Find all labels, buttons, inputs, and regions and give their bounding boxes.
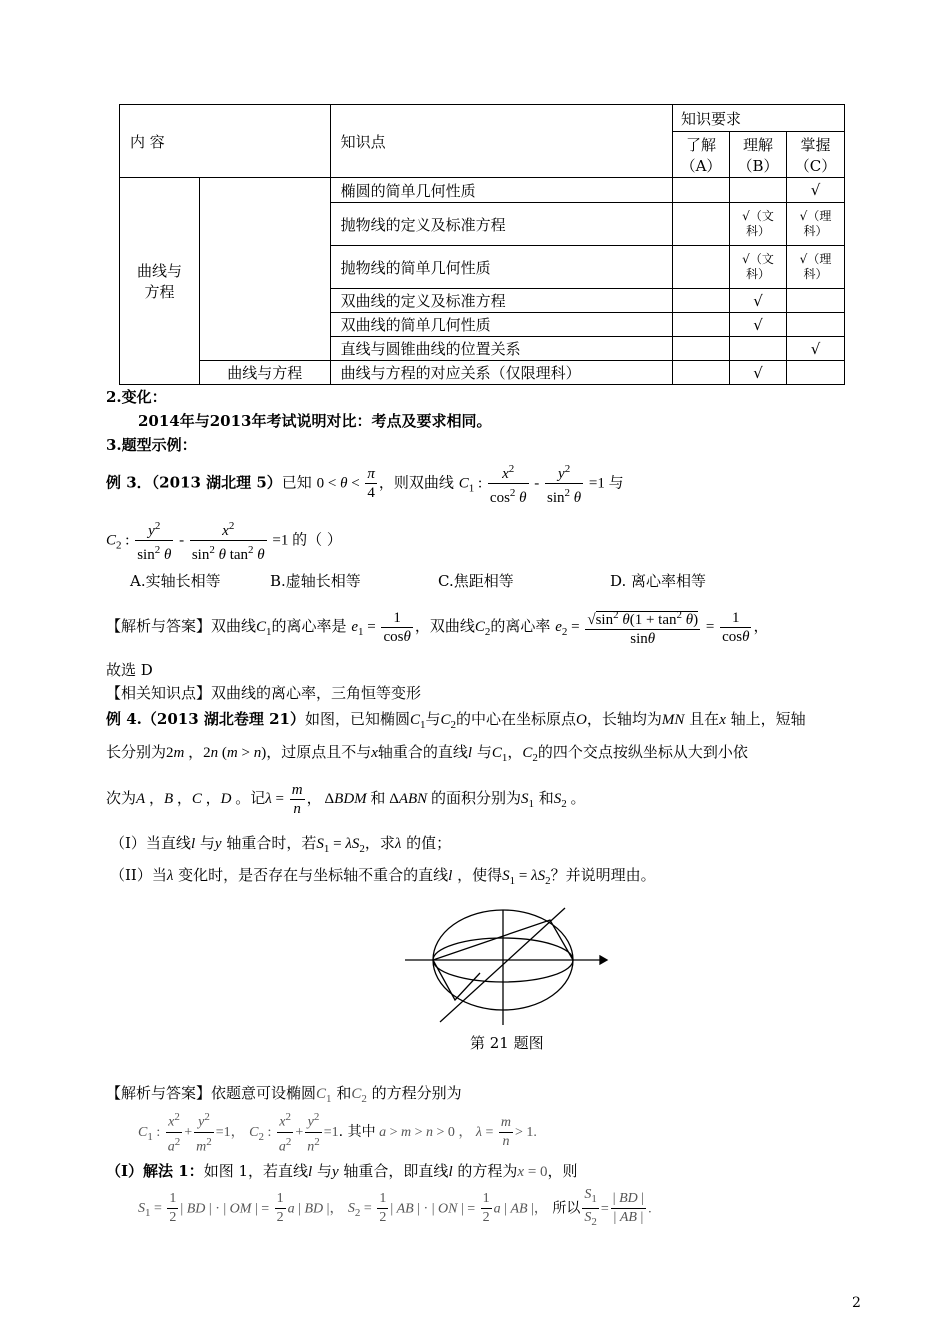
- header-level-b: 理解（B）: [730, 132, 787, 178]
- header-content: 内 容: [120, 105, 331, 178]
- ex4-solution-intro: 【解析与答案】依题意可设椭圆$C_1$ 和$C_2$ 的方程分别为: [106, 1084, 462, 1105]
- ex4-p1c: 轴重合，即直线: [343, 1162, 449, 1180]
- header-knowledge-point: 知识点: [330, 105, 672, 178]
- row-a: [673, 289, 730, 313]
- ex3-sol-2: 的离心率是: [271, 617, 347, 635]
- ex4-sol-3: 的方程分别为: [371, 1084, 462, 1102]
- row-c: √（理科）: [787, 246, 845, 289]
- ex3-lead: 已知: [281, 473, 312, 492]
- ex4-q2d: ？并说明理由。: [550, 866, 656, 884]
- ex4-so: 所以: [552, 1200, 581, 1217]
- ex4-question2: （II）当λ 变化时，是否存在与坐标轴不重合的直线l ，使得$S_1 = \lambda S_2$？并说明理由。: [110, 866, 656, 887]
- ex4-l2b: ，过原点且不与: [266, 743, 372, 761]
- row-a: [673, 246, 730, 289]
- ex4-line1: 例 4.（2013 湖北卷理 21）如图，已知椭圆$C_1$与$C_2$的中心在坐标原点O，长轴均为MN 且在x 轴上，短轴: [106, 710, 806, 731]
- ex4-q2b: 变化时，是否存在与坐标轴不重合的直线: [178, 866, 449, 884]
- row-b: √: [730, 313, 787, 337]
- ex3-label: 例 3．（2013 湖北理 5）: [106, 473, 282, 492]
- row-b: √: [730, 361, 787, 385]
- ex3-knowledge: 【相关知识点】双曲线的离心率，三角恒等变形: [106, 684, 422, 702]
- ex4-l3c: 和: [370, 789, 386, 807]
- page-number: 2: [852, 1295, 861, 1311]
- ex4-question1: （I）当直线l 与y 轴重合时，若$S_1 = \lambda S_2$，求λ 的值；: [110, 834, 452, 855]
- ex3-sol-1: 双曲线: [211, 617, 257, 635]
- row-b: √（文科）: [730, 203, 787, 246]
- row-c: [787, 289, 845, 313]
- row-b: [730, 337, 787, 361]
- row-c: [787, 361, 845, 385]
- ellipse-figure: [400, 900, 610, 1030]
- ex4-l2d: 与: [476, 743, 492, 761]
- header-level-c: 掌握（C）: [787, 132, 845, 178]
- row-c: [787, 313, 845, 337]
- ex4-l1d: ，长轴均为: [586, 710, 662, 728]
- ex3-line2: $C_2$ : $\frac{y^2}{\sin^2 \theta}$ - $\frac{x^2}{\sin^2 \theta \tan^2 \theta}$ =1 的（ ）: [106, 517, 866, 568]
- ex4-p1d: 的方程为: [457, 1162, 518, 1180]
- table-header-row: [120, 105, 845, 132]
- ex4-l3b: 。记: [235, 789, 266, 807]
- ex3-sol-4: 的离心率: [490, 617, 551, 635]
- row-b: [730, 178, 787, 203]
- ex4-q2a: （II）当: [110, 866, 167, 884]
- ex4-part1-area: $S_1$ = $\frac{1}{2}$ | BD | · | OM | = $\frac{1}{2}$ a | BD |， $S_2$ = $\frac{1}{2}$ | AB | · | ON | = $\frac{1}{2}$ a | AB |， 所以 $\frac{S_1}{S_2}$ = $\frac{| BD |}{| AB |}$ .: [138, 1187, 652, 1228]
- header-level-a: 了解（A）: [673, 132, 730, 178]
- ex4-sol-where: . 其中: [338, 1124, 376, 1141]
- row-point: 直线与圆锥曲线的位置关系: [330, 337, 672, 361]
- row-a: [673, 361, 730, 385]
- ex4-q2c: ，使得: [457, 866, 503, 884]
- ex4-p1e: ，则: [547, 1162, 578, 1180]
- section2-title: 2.变化：: [106, 388, 167, 406]
- ex4-solution-equations: $C_1$ : $\frac{x^2}{a^2}$ + $\frac{y^2}{m^2}$ =1， $C_2$ : $\frac{x^2}{a^2}$ + $\frac{y^2}{n^2}$ =1. 其中 a > m > n > 0 ， λ = $\frac{m}{n}$ > 1.: [138, 1108, 898, 1159]
- table-row: [120, 361, 845, 385]
- row-c: √（理科）: [787, 203, 845, 246]
- ex4-l1e: 且在: [689, 710, 720, 728]
- row-point: 曲线与方程的对应关系（仅限理科）: [330, 361, 672, 385]
- x-axis-arrow-icon: [600, 956, 607, 964]
- ex4-l2c: 轴重合的直线: [377, 743, 468, 761]
- section3-title: 3.题型示例：: [106, 436, 197, 454]
- ex3-sol-3: ，双曲线: [414, 617, 475, 635]
- row-point: 抛物线的简单几何性质: [330, 246, 672, 289]
- ex4-p1b: 与: [316, 1162, 332, 1180]
- row-a: [673, 178, 730, 203]
- row-point: 双曲线的定义及标准方程: [330, 289, 672, 313]
- ex4-sol-label: 【解析与答案】: [106, 1084, 212, 1102]
- section2-text: 2014年与2013年考试说明对比：考点及要求相同。: [138, 412, 492, 430]
- ex4-sol-2: 和: [336, 1084, 352, 1102]
- ex4-part1: （Ⅰ）解法 1：如图 1，若直线l 与y 轴重合，即直线l 的方程为x = 0，则: [106, 1162, 578, 1180]
- ex4-label: 例 4.（2013 湖北卷理 21）: [106, 710, 305, 728]
- row-a: [673, 203, 730, 246]
- knowledge-requirements-table: [119, 104, 845, 385]
- ex3-tail: 的（ ）: [292, 530, 342, 549]
- ex3-sol-label: 【解析与答案】: [106, 617, 212, 635]
- ex4-l1a: 如图，已知椭圆: [304, 710, 410, 728]
- ex4-l2e: 的四个交点按纵坐标从大到小依: [537, 743, 748, 761]
- figure-caption: 第 21 题图: [470, 1034, 544, 1052]
- ex4-part1-label: （Ⅰ）解法 1：: [106, 1162, 204, 1180]
- ex4-l3a: 次为: [106, 789, 137, 807]
- row-c: √: [787, 178, 845, 203]
- ex4-q1d: ，求: [364, 834, 395, 852]
- triangle-bdm: [433, 960, 480, 1000]
- ex4-sol-1: 依题意可设椭圆: [211, 1084, 317, 1102]
- ex4-line3: 次为A ，B ，C ，D 。记λ = $\frac{m}{n}$ ， ΔBDM 和 ΔABN 的面积分别为$S_1$ 和$S_2$ 。: [106, 781, 586, 817]
- ex4-l1c: 的中心在坐标原点: [456, 710, 577, 728]
- row-b: √: [730, 289, 787, 313]
- ex3-line1: 例 3．（2013 湖北理 5）已知 0 < θ < $\frac{\pi}{4}$ ，则双曲线 $C_1$ : $\frac{x^2}{\cos^2 \theta}$ - $\frac{y^2}{\sin^2 \theta}$ =1 与: [106, 460, 866, 511]
- ex4-q1c: 轴重合时，若: [226, 834, 317, 852]
- option-b: B.虚轴长相等: [270, 572, 361, 590]
- ex4-line2: 长分别为2m ，2n (m > n)，过原点且不与x轴重合的直线l 与$C_1$，$C_2$的四个交点按纵坐标从大到小依: [106, 743, 748, 764]
- table-row: [120, 178, 845, 203]
- ex4-p1a: 如图 1，若直线: [203, 1162, 308, 1180]
- ex4-l1b: 与: [425, 710, 441, 728]
- subgroup-label: 曲线与方程: [199, 361, 330, 385]
- ex4-q1e: 的值；: [406, 834, 452, 852]
- row-b: √（文科）: [730, 246, 787, 289]
- ex4-l3c2: 和: [538, 789, 554, 807]
- subgroup-empty: [199, 178, 330, 361]
- option-d: D. 离心率相等: [610, 572, 707, 590]
- ex4-l3d: 的面积分别为: [430, 789, 521, 807]
- ex4-l2a: 长分别为: [106, 743, 167, 761]
- ex3-solution: 【解析与答案】双曲线$C_1$的离心率是 $e_1$ = $\frac{1}{\cos\theta}$ ，双曲线$C_2$的离心率 $e_2$ = $\frac{√\sin^2 \theta(1 + \tan^2 \theta)}{\sin\theta}$ = $\frac{1}{\cos\theta}$ ，: [106, 603, 866, 655]
- ex4-q1b: 与: [199, 834, 215, 852]
- row-c: √: [787, 337, 845, 361]
- row-point: 双曲线的简单几何性质: [330, 313, 672, 337]
- ex4-l1f: 轴上，短轴: [730, 710, 806, 728]
- ex3-and: 与: [608, 473, 624, 492]
- ex3-mid: ，则双曲线: [378, 473, 454, 492]
- row-a: [673, 313, 730, 337]
- header-requirements: 知识要求: [673, 105, 845, 132]
- ex3-answer: 故选 D: [106, 661, 153, 679]
- row-point: 抛物线的定义及标准方程: [330, 203, 672, 246]
- option-c: C.焦距相等: [438, 572, 514, 590]
- row-a: [673, 337, 730, 361]
- option-a: A.实轴长相等: [130, 572, 221, 590]
- ex4-q1a: （I）当直线: [110, 834, 191, 852]
- row-point: 椭圆的简单几何性质: [330, 178, 672, 203]
- group-label: 曲线与方程: [120, 178, 200, 385]
